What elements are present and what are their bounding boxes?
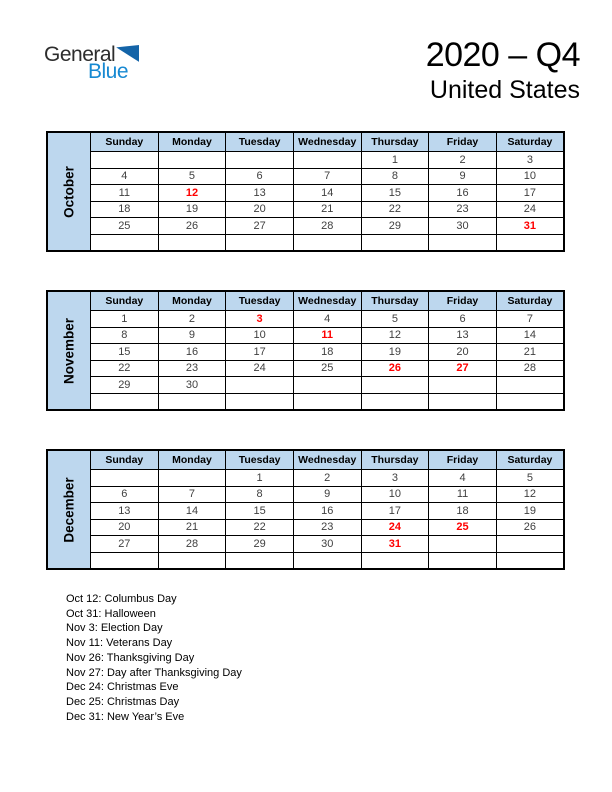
day-cell: 21 <box>293 201 361 218</box>
day-cell: 18 <box>293 344 361 361</box>
day-cell: 3 <box>226 311 294 328</box>
day-header-saturday: Saturday <box>496 450 564 470</box>
day-header-monday: Monday <box>158 291 226 311</box>
day-cell: 1 <box>91 311 159 328</box>
holiday-item: Dec 25: Christmas Day <box>66 695 180 708</box>
holiday-item: Nov 11: Veterans Day <box>66 637 173 650</box>
week-row <box>47 218 564 235</box>
empty-cell <box>91 393 159 410</box>
holiday-item: Nov 26: Thanksgiving Day <box>66 651 195 664</box>
day-cell: 21 <box>158 519 226 536</box>
holiday-item: Oct 31: Halloween <box>66 607 156 620</box>
empty-cell <box>496 552 564 569</box>
day-cell: 1 <box>361 152 429 169</box>
day-header-saturday: Saturday <box>496 132 564 152</box>
day-header-tuesday: Tuesday <box>226 450 294 470</box>
day-cell: 21 <box>496 344 564 361</box>
week-row <box>47 152 564 169</box>
day-header-thursday: Thursday <box>361 291 429 311</box>
month-label: October <box>61 165 77 218</box>
week-row <box>47 311 564 328</box>
day-cell: 24 <box>226 360 294 377</box>
empty-cell <box>293 552 361 569</box>
empty-cell <box>91 234 159 251</box>
holiday-item: Dec 31: New Year’s Eve <box>66 710 185 723</box>
logo-word-general: General <box>44 43 116 66</box>
day-cell: 24 <box>496 201 564 218</box>
day-cell: 13 <box>429 327 497 344</box>
empty-cell <box>226 552 294 569</box>
day-cell: 25 <box>293 360 361 377</box>
day-cell: 22 <box>91 360 159 377</box>
day-cell: 16 <box>158 344 226 361</box>
day-cell: 22 <box>226 519 294 536</box>
day-cell: 4 <box>429 470 497 487</box>
week-row <box>47 470 564 487</box>
day-cell: 5 <box>496 470 564 487</box>
week-row <box>47 552 564 569</box>
empty-cell <box>158 393 226 410</box>
day-cell: 26 <box>496 519 564 536</box>
day-cell: 8 <box>91 327 159 344</box>
day-header-tuesday: Tuesday <box>226 132 294 152</box>
empty-cell <box>226 377 294 394</box>
day-cell: 7 <box>158 486 226 503</box>
day-header-friday: Friday <box>429 132 497 152</box>
day-cell: 25 <box>429 519 497 536</box>
day-cell: 14 <box>496 327 564 344</box>
day-header-tuesday: Tuesday <box>226 291 294 311</box>
day-cell: 18 <box>91 201 159 218</box>
month-cell-october <box>47 132 91 251</box>
general-blue-logo <box>44 44 139 82</box>
day-cell: 19 <box>158 201 226 218</box>
day-cell: 8 <box>226 486 294 503</box>
empty-cell <box>158 234 226 251</box>
empty-cell <box>226 152 294 169</box>
day-cell: 29 <box>361 218 429 235</box>
month-cell-november <box>47 291 91 410</box>
day-cell: 31 <box>361 536 429 553</box>
empty-cell <box>91 552 159 569</box>
day-cell: 25 <box>91 218 159 235</box>
day-cell: 13 <box>226 185 294 202</box>
day-cell: 30 <box>429 218 497 235</box>
day-cell: 1 <box>226 470 294 487</box>
empty-cell <box>293 393 361 410</box>
day-header-sunday: Sunday <box>91 291 159 311</box>
week-row <box>47 234 564 251</box>
day-cell: 13 <box>91 503 159 520</box>
empty-cell <box>496 234 564 251</box>
day-cell: 10 <box>226 327 294 344</box>
day-header-friday: Friday <box>429 450 497 470</box>
day-cell: 22 <box>361 201 429 218</box>
empty-cell <box>361 234 429 251</box>
day-header-saturday: Saturday <box>496 291 564 311</box>
month-table-december <box>46 449 565 570</box>
day-cell: 19 <box>361 344 429 361</box>
day-cell: 4 <box>91 168 159 185</box>
day-cell: 17 <box>226 344 294 361</box>
week-row <box>47 377 564 394</box>
page-subtitle: United States <box>429 75 580 104</box>
day-cell: 9 <box>293 486 361 503</box>
holiday-list <box>66 592 612 724</box>
day-cell: 12 <box>361 327 429 344</box>
week-row <box>47 503 564 520</box>
holiday-item: Nov 27: Day after Thanksgiving Day <box>66 666 242 679</box>
day-cell: 8 <box>361 168 429 185</box>
day-cell: 5 <box>158 168 226 185</box>
day-cell: 20 <box>429 344 497 361</box>
empty-cell <box>361 377 429 394</box>
day-cell: 10 <box>496 168 564 185</box>
week-row <box>47 536 564 553</box>
empty-cell <box>429 552 497 569</box>
day-cell: 15 <box>226 503 294 520</box>
day-cell: 11 <box>429 486 497 503</box>
day-cell: 2 <box>429 152 497 169</box>
logo-text-blue: Blue <box>88 60 129 83</box>
day-cell: 27 <box>429 360 497 377</box>
month-label: December <box>61 476 77 543</box>
day-header-monday: Monday <box>158 450 226 470</box>
day-cell: 24 <box>361 519 429 536</box>
week-row <box>47 519 564 536</box>
day-cell: 4 <box>293 311 361 328</box>
day-cell: 9 <box>158 327 226 344</box>
week-row <box>47 185 564 202</box>
day-cell: 3 <box>496 152 564 169</box>
empty-cell <box>361 552 429 569</box>
day-header-monday: Monday <box>158 132 226 152</box>
week-row <box>47 327 564 344</box>
page-title: 2020 – Q4 <box>425 36 580 74</box>
empty-cell <box>158 152 226 169</box>
day-cell: 12 <box>496 486 564 503</box>
empty-cell <box>158 552 226 569</box>
empty-cell <box>361 393 429 410</box>
day-cell: 17 <box>361 503 429 520</box>
day-cell: 2 <box>293 470 361 487</box>
day-cell: 28 <box>496 360 564 377</box>
day-cell: 18 <box>429 503 497 520</box>
week-row <box>47 486 564 503</box>
month-table-november <box>46 290 565 411</box>
day-cell: 26 <box>158 218 226 235</box>
day-cell: 10 <box>361 486 429 503</box>
month-label: November <box>61 317 77 384</box>
empty-cell <box>158 470 226 487</box>
day-cell: 5 <box>361 311 429 328</box>
day-cell: 26 <box>361 360 429 377</box>
day-header-friday: Friday <box>429 291 497 311</box>
day-cell: 11 <box>91 185 159 202</box>
empty-cell <box>429 536 497 553</box>
empty-cell <box>429 393 497 410</box>
day-cell: 3 <box>361 470 429 487</box>
day-cell: 14 <box>293 185 361 202</box>
day-header-sunday: Sunday <box>91 132 159 152</box>
holiday-item: Nov 3: Election Day <box>66 622 163 635</box>
empty-cell <box>91 470 159 487</box>
day-cell: 2 <box>158 311 226 328</box>
empty-cell <box>226 393 294 410</box>
day-cell: 6 <box>226 168 294 185</box>
day-header-wednesday: Wednesday <box>293 450 361 470</box>
day-cell: 31 <box>496 218 564 235</box>
day-cell: 27 <box>91 536 159 553</box>
empty-cell <box>293 234 361 251</box>
day-cell: 23 <box>293 519 361 536</box>
empty-cell <box>496 377 564 394</box>
day-header-wednesday: Wednesday <box>293 132 361 152</box>
page-header <box>0 0 612 110</box>
empty-cell <box>293 152 361 169</box>
day-cell: 15 <box>361 185 429 202</box>
day-cell: 27 <box>226 218 294 235</box>
month-table-october <box>46 131 565 252</box>
holiday-item: Dec 24: Christmas Eve <box>66 681 179 694</box>
day-cell: 7 <box>293 168 361 185</box>
day-cell: 23 <box>158 360 226 377</box>
day-cell: 28 <box>158 536 226 553</box>
week-row <box>47 360 564 377</box>
day-cell: 20 <box>226 201 294 218</box>
months-container <box>46 131 612 570</box>
day-cell: 6 <box>91 486 159 503</box>
day-cell: 14 <box>158 503 226 520</box>
day-cell: 30 <box>293 536 361 553</box>
empty-cell <box>429 377 497 394</box>
day-header-thursday: Thursday <box>361 450 429 470</box>
day-cell: 12 <box>158 185 226 202</box>
month-cell-december <box>47 450 91 569</box>
day-cell: 17 <box>496 185 564 202</box>
week-row <box>47 393 564 410</box>
holiday-item: Oct 12: Columbus Day <box>66 593 177 605</box>
empty-cell <box>496 536 564 553</box>
empty-cell <box>226 234 294 251</box>
day-cell: 16 <box>293 503 361 520</box>
week-row <box>47 168 564 185</box>
day-cell: 15 <box>91 344 159 361</box>
day-cell: 6 <box>429 311 497 328</box>
day-cell: 29 <box>226 536 294 553</box>
title-block <box>426 38 580 104</box>
day-cell: 30 <box>158 377 226 394</box>
day-cell: 9 <box>429 168 497 185</box>
empty-cell <box>496 393 564 410</box>
week-row <box>47 201 564 218</box>
week-row <box>47 344 564 361</box>
day-header-sunday: Sunday <box>91 450 159 470</box>
day-cell: 28 <box>293 218 361 235</box>
day-cell: 23 <box>429 201 497 218</box>
day-cell: 11 <box>293 327 361 344</box>
day-header-thursday: Thursday <box>361 132 429 152</box>
empty-cell <box>91 152 159 169</box>
empty-cell <box>429 234 497 251</box>
day-cell: 19 <box>496 503 564 520</box>
day-cell: 7 <box>496 311 564 328</box>
day-cell: 29 <box>91 377 159 394</box>
day-header-wednesday: Wednesday <box>293 291 361 311</box>
day-cell: 20 <box>91 519 159 536</box>
day-cell: 16 <box>429 185 497 202</box>
empty-cell <box>293 377 361 394</box>
